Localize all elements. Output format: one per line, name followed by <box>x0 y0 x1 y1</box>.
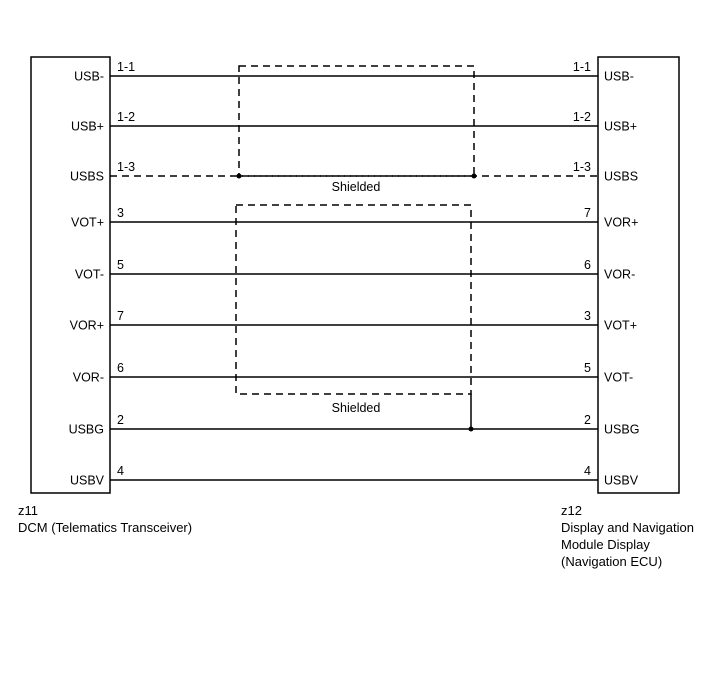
right-signal-label: USBS <box>604 169 639 184</box>
left-pin-number: 5 <box>117 258 124 272</box>
right-connector-name-line: Module Display <box>561 537 650 552</box>
right-connector-code: z12 <box>561 503 582 518</box>
right-pin-number: 2 <box>584 413 591 427</box>
left-pin-number: 1-3 <box>117 160 136 174</box>
right-pin-number: 1-2 <box>572 110 591 124</box>
wire-row <box>69 413 640 437</box>
right-pin-number: 7 <box>584 206 591 220</box>
right-pin-number: 4 <box>584 464 591 478</box>
wire-row <box>70 309 637 333</box>
right-signal-label: USB+ <box>604 119 638 134</box>
left-signal-label: USB- <box>74 69 104 84</box>
right-pin-number: 1-3 <box>572 160 591 174</box>
left-pin-number: 2 <box>117 413 124 427</box>
left-pin-number: 4 <box>117 464 124 478</box>
right-connector-caption <box>561 502 694 570</box>
right-connector-name-line: Display and Navigation <box>561 520 694 535</box>
right-pin-number: 3 <box>584 309 591 323</box>
right-pin-number: 6 <box>584 258 591 272</box>
left-connector-name: DCM (Telematics Transceiver) <box>18 520 193 535</box>
left-connector-code: z11 <box>18 503 38 518</box>
junction-dot <box>237 174 242 179</box>
left-signal-label: VOT+ <box>71 215 104 230</box>
left-signal-label: USBG <box>68 422 104 437</box>
wire-row <box>71 206 638 230</box>
right-signal-label: USBG <box>604 422 640 437</box>
right-signal-label: VOT- <box>604 370 634 385</box>
right-signal-label: USBV <box>604 473 639 488</box>
right-signal-label: VOT+ <box>604 318 637 333</box>
left-signal-label: VOR+ <box>69 318 104 333</box>
left-signal-label: VOT- <box>74 267 104 282</box>
wire-row <box>70 464 639 488</box>
left-pin-number: 1-1 <box>117 60 136 74</box>
wire-row <box>74 60 634 84</box>
left-connector-caption <box>18 502 192 536</box>
shield-label-usb: Shielded <box>331 180 381 194</box>
left-signal-label: USBS <box>69 169 104 184</box>
shield-label-video: Shielded <box>331 401 381 415</box>
shield-box-video <box>236 205 471 394</box>
right-pin-number: 5 <box>584 361 591 375</box>
left-signal-label: VOR- <box>72 370 104 385</box>
left-pin-number: 1-2 <box>117 110 136 124</box>
left-signal-label: USB+ <box>70 119 104 134</box>
shield-box-usb <box>239 66 474 176</box>
left-pin-number: 3 <box>117 206 124 220</box>
right-pin-number: 1-1 <box>572 60 591 74</box>
left-pin-number: 6 <box>117 361 124 375</box>
right-signal-label: USB- <box>604 69 634 84</box>
wire-row <box>71 110 637 134</box>
left-pin-number: 7 <box>117 309 124 323</box>
wire-row <box>73 361 633 385</box>
right-connector-name-line: (Navigation ECU) <box>561 554 663 569</box>
right-signal-label: VOR+ <box>604 215 639 230</box>
right-signal-label: VOR- <box>604 267 636 282</box>
wire-row <box>75 258 635 282</box>
left-signal-label: USBV <box>69 473 104 488</box>
